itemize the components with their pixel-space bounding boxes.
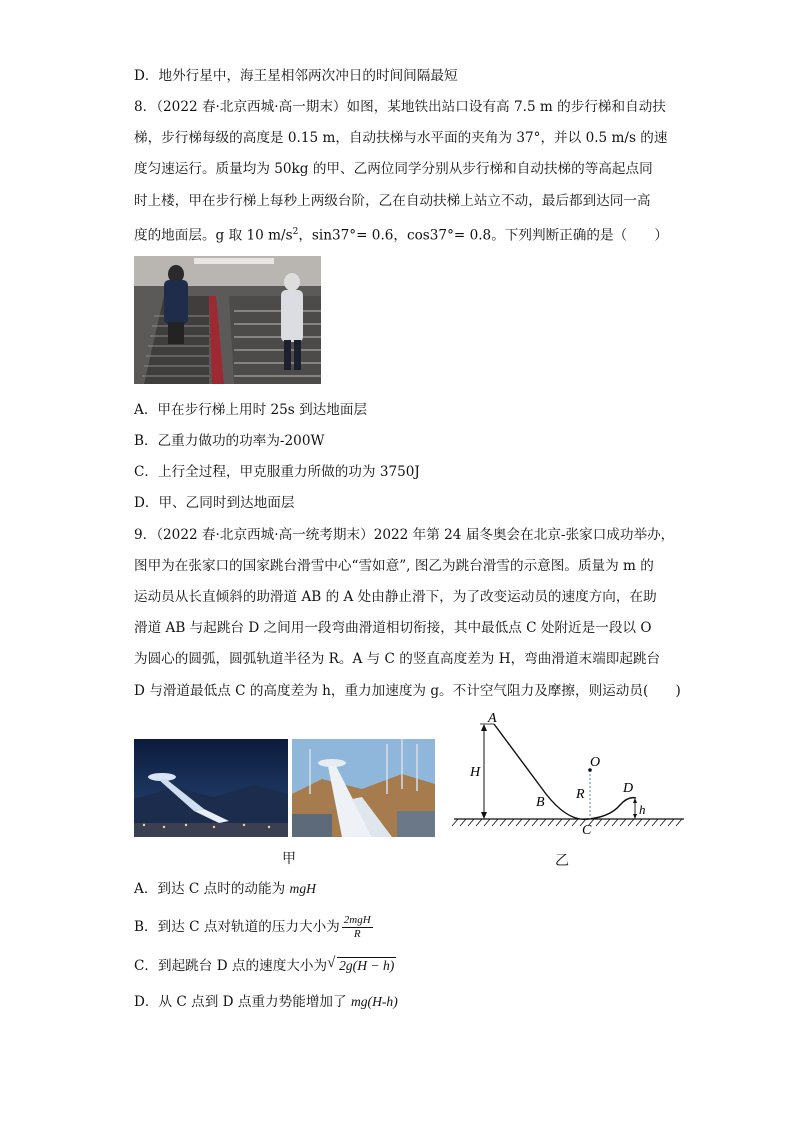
q8-option-b: B．乙重力做功的功率为-200W xyxy=(134,433,325,449)
q8-option-a: A．甲在步行梯上用时 25s 到达地面层 xyxy=(134,402,368,418)
q8-stem-line3: 度匀速运行。质量均为 50kg 的甲、乙两位同学分别从步行梯和自动扶梯的等高起点同 xyxy=(134,161,653,177)
q9-stem-line2: 图甲为在张家口的国家跳台滑雪中心“雪如意”, 图乙为跳台滑雪的示意图。质量为 m 的 xyxy=(134,558,654,574)
label-h: h xyxy=(639,802,646,817)
label-H: H xyxy=(470,765,481,780)
label-R: R xyxy=(576,787,585,802)
q9-option-d-math: mg(H-h) xyxy=(350,994,398,1009)
track-curve xyxy=(494,724,636,819)
q9-stem-line1: 9．（2022 春·北京西城·高一统考期末）2022 年第 24 届冬奥会在北京-张家口成功举办， xyxy=(134,527,675,543)
fraction-numerator: 2mgH xyxy=(343,914,371,926)
q9-stem-line4: 滑道 AB 与起跳台 D 之间用一段弯曲滑道相切衔接，其中最低点 C 处附近是一段以 O xyxy=(134,620,652,636)
square-root: √ 2g(H − h) xyxy=(337,957,396,974)
ground-hatching xyxy=(452,819,682,826)
figure-label-yi: 乙 xyxy=(555,853,569,869)
escalator-photo xyxy=(134,256,321,384)
q9-option-a xyxy=(134,879,316,899)
ski-track-diagram xyxy=(450,710,690,840)
q9-stem-line6: D 与滑道最低点 C 的高度差为 h，重力加速度为 g。不计空气阻力及摩擦，则运动员( ) xyxy=(134,683,681,699)
q9-option-b xyxy=(134,914,373,941)
fraction-denominator: R xyxy=(353,928,361,940)
figure-label-jia: 甲 xyxy=(282,851,296,867)
q9-option-d xyxy=(134,992,398,1012)
q8-stem-line1: 8．（2022 春·北京西城·高一期末）如图，某地铁出站口设有高 7.5 m 的步行梯和自动扶 xyxy=(134,99,666,115)
q9-option-c-text: C．到起跳台 D 点的速度大小为 xyxy=(134,958,328,974)
ski-jump-night-photo xyxy=(134,739,288,837)
q8-stem-line2: 梯，步行梯每级的高度是 0.15 m，自动扶梯与水平面的夹角为 37°，并以 0.5 m/s 的速 xyxy=(134,130,668,146)
q8-stem-text-end: ，sin37°= 0.6，cos37°= 0.8。下列判断正确的是（ ） xyxy=(298,227,668,244)
q9-option-d-text: D．从 C 点到 D 点重力势能增加了 xyxy=(134,994,351,1010)
superscript: 2 xyxy=(292,227,299,237)
q8-option-d: D．甲、乙同时到达地面层 xyxy=(134,495,295,511)
fraction xyxy=(342,914,373,941)
q7-option-d: D．地外行星中，海王星相邻两次冲日的时间间隔最短 xyxy=(134,68,458,84)
label-O: O xyxy=(590,755,601,770)
q9-stem-line5: 为圆心的圆弧，圆弧轨道半径为 R。A 与 C 的竖直高度差为 H，弯曲滑道末端即起跳台 xyxy=(134,651,661,667)
q8-stem-text: 度的地面层。g 取 10 m/s xyxy=(134,227,293,244)
q9-stem-line3: 运动员从长直倾斜的助滑道 AB 的 A 处由静止滑下，为了改变运动员的速度方向，在助 xyxy=(134,589,657,605)
q8-stem-line5 xyxy=(134,222,668,246)
ski-jump-day-photo xyxy=(292,739,435,837)
label-B: B xyxy=(536,795,545,810)
q9-option-a-math: mgH xyxy=(289,881,316,896)
q9-option-c xyxy=(134,956,396,976)
label-A: A xyxy=(488,711,497,726)
q8-option-c: C．上行全过程，甲克服重力所做的功为 3750J xyxy=(134,464,420,480)
label-D: D xyxy=(623,781,634,796)
q9-option-a-text: A．到达 C 点时的动能为 xyxy=(134,881,290,897)
q8-stem-line4: 时上楼，甲在步行梯上每秒上两级台阶，乙在自动扶梯上站立不动，最后都到达同一高 xyxy=(134,193,651,209)
label-C: C xyxy=(582,823,592,838)
q9-option-b-text: B．到达 C 点对轨道的压力大小为 xyxy=(134,919,340,935)
